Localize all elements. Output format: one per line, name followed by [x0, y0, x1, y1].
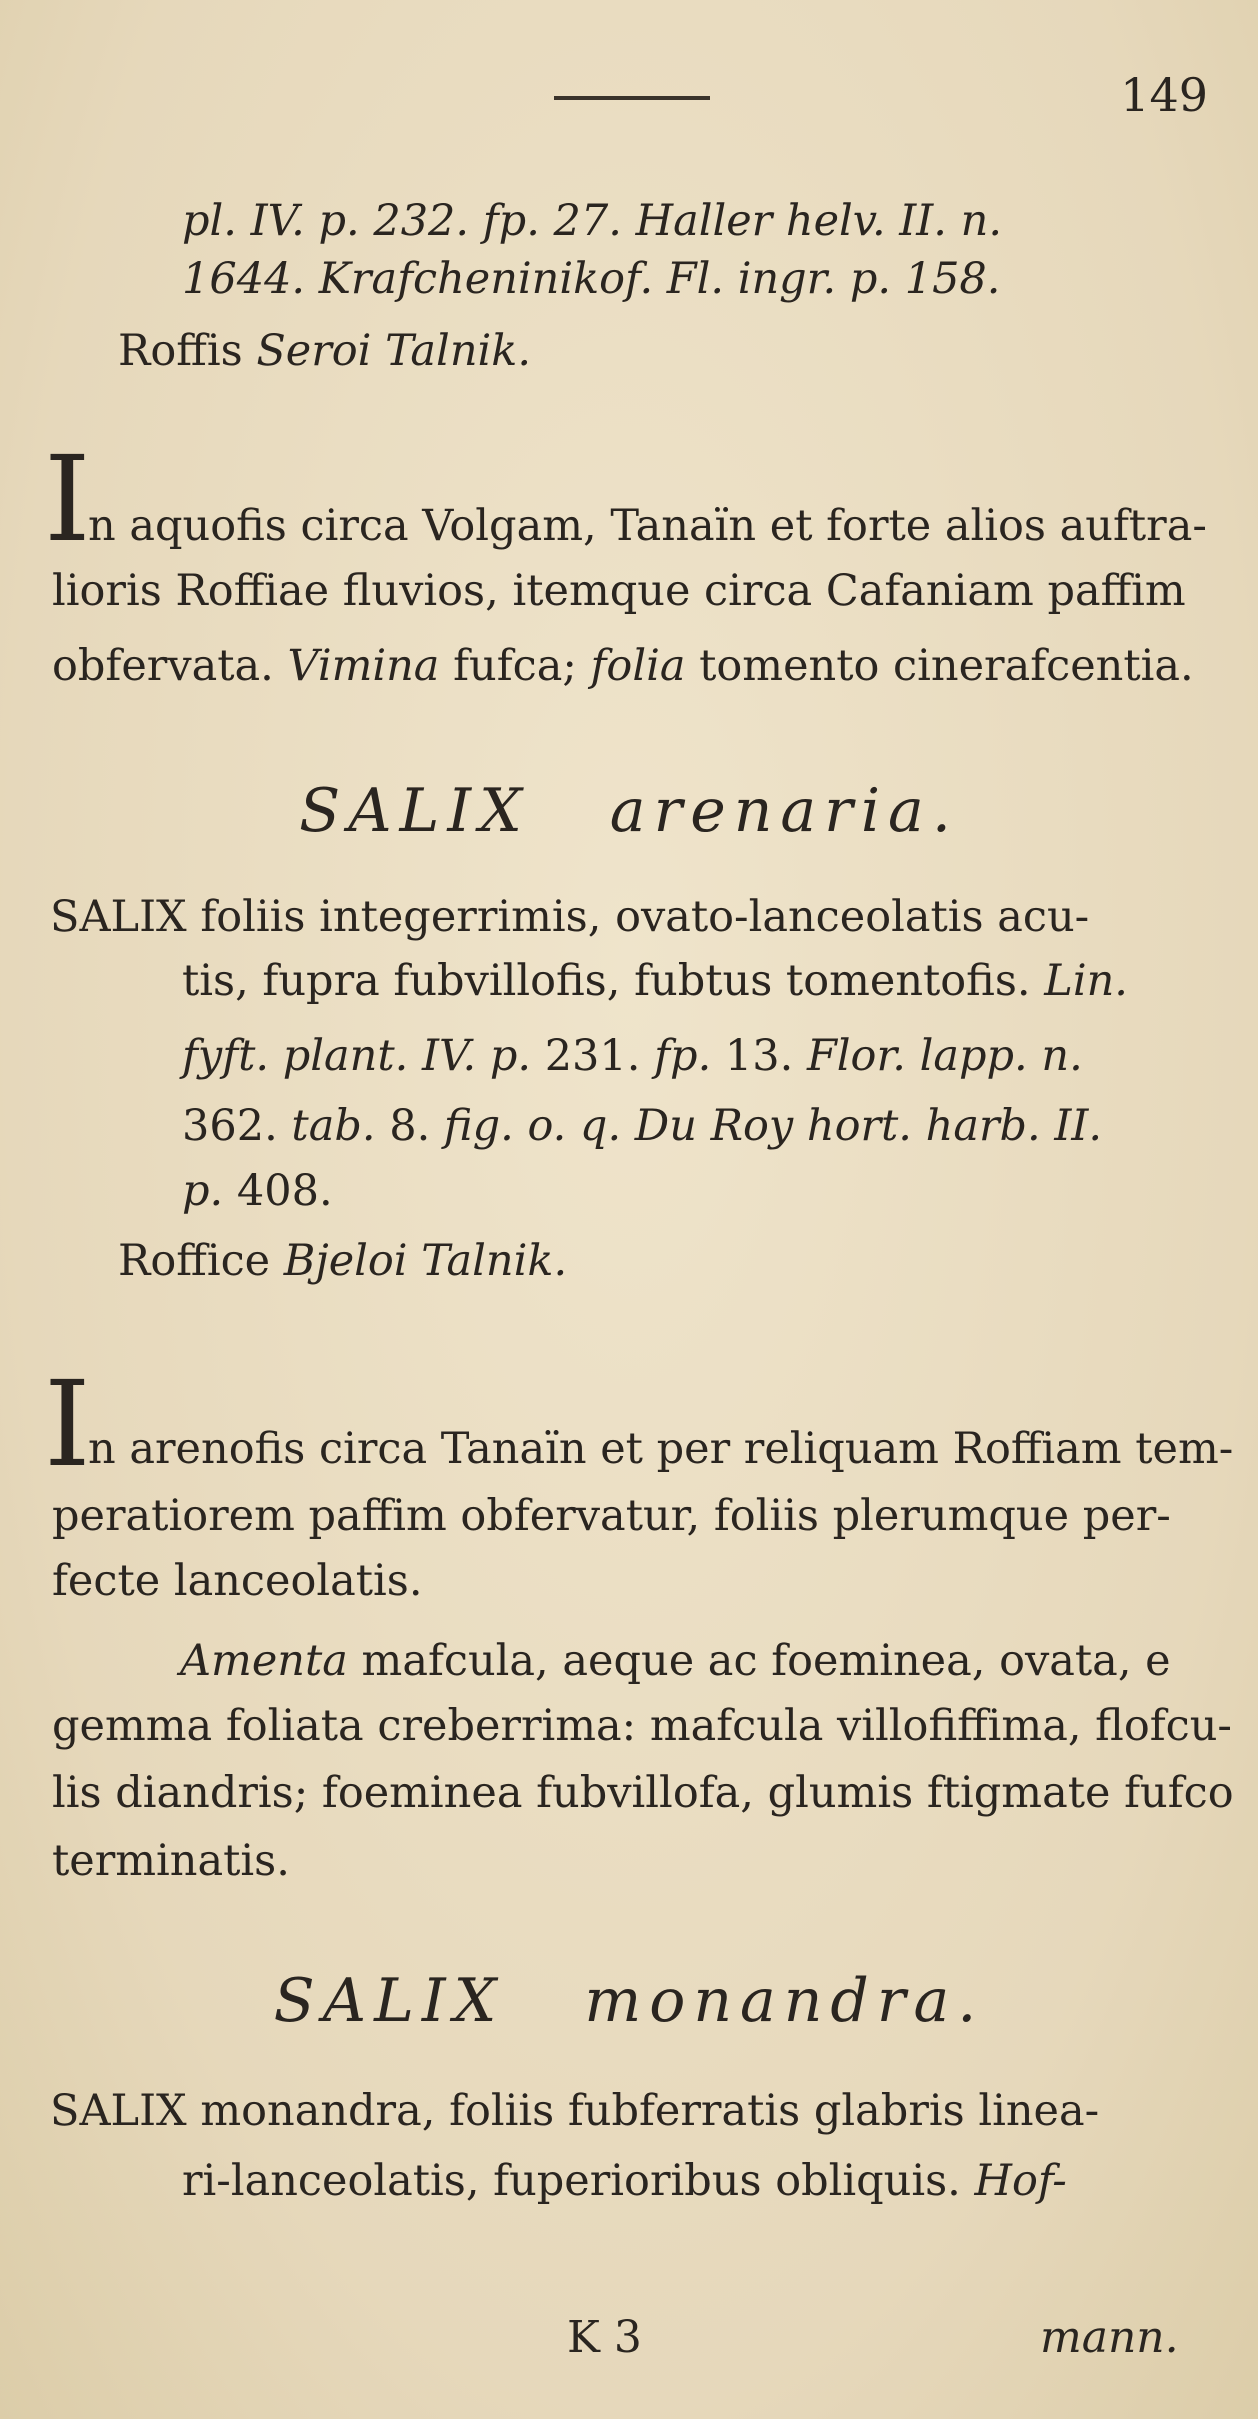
habitat-line-3: fecte lanceolatis. [52, 1556, 423, 1606]
monandra-line-2: ri-lanceolatis, fuperioribus obliquis. Hof- [182, 2156, 1067, 2206]
citation-line-2: 1644. Krafcheninikof. Fl. ingr. p. 158. [182, 254, 1001, 304]
paragraph-line-1: n aquofis circa Volgam, Tanaïn et forte alios auftra- [88, 501, 1207, 551]
paragraph-line-3: obfervata. Vimina fufca; folia tomento cinerafcentia. [52, 641, 1194, 691]
catchword: mann. [1040, 2312, 1179, 2363]
russian-name-line: Roffis Seroi Talnik. [118, 326, 531, 376]
habitat-line-2: peratiorem paffim obfervatur, foliis plerumque per- [52, 1491, 1171, 1541]
species-heading-arenaria: SALIX arenaria. [299, 776, 959, 846]
diagnosis-line-1: SALIX foliis integerrimis, ovato-lanceolatis acu- [50, 892, 1090, 942]
diagnosis-line-4: 362. tab. 8. fig. o. q. Du Roy hort. harb. II. [182, 1101, 1103, 1151]
description-line-2: gemma foliata creberrima: mafcula villofiffima, flofcu- [52, 1701, 1232, 1751]
drop-cap-2: I [44, 1355, 91, 1493]
citation-line-1: pl. IV. p. 232. fp. 27. Haller helv. II. n. [182, 196, 1002, 246]
diagnosis-line-3: fyft. plant. IV. p. 231. fp. 13. Flor. lapp. n. [182, 1031, 1083, 1081]
paragraph-line-2: lioris Roffiae fluvios, itemque circa Cafaniam paffim [52, 566, 1186, 616]
header-rule [554, 96, 710, 100]
russian-name-line-2: Roffice Bjeloi Talnik. [118, 1236, 568, 1286]
monandra-line-1: SALIX monandra, foliis fubferratis glabris linea- [50, 2086, 1100, 2136]
diagnosis-line-5: p. 408. [182, 1166, 333, 1216]
species-heading-monandra: SALIX monandra. [273, 1966, 985, 2036]
drop-cap: I [44, 430, 91, 568]
page-number: 149 [1120, 68, 1208, 122]
diagnosis-line-2: tis, fupra fubvillofis, fubtus tomentofis. Lin. [182, 956, 1128, 1006]
signature-mark: K 3 [567, 2312, 642, 2363]
description-line-1: Amenta mafcula, aeque ac foeminea, ovata, e [180, 1636, 1171, 1686]
description-line-3: lis diandris; foeminea fubvillofa, glumis ftigmate fufco [52, 1768, 1234, 1818]
habitat-line-1: n arenofis circa Tanaïn et per reliquam Roffiam tem- [88, 1424, 1234, 1474]
description-line-4: terminatis. [52, 1836, 290, 1886]
